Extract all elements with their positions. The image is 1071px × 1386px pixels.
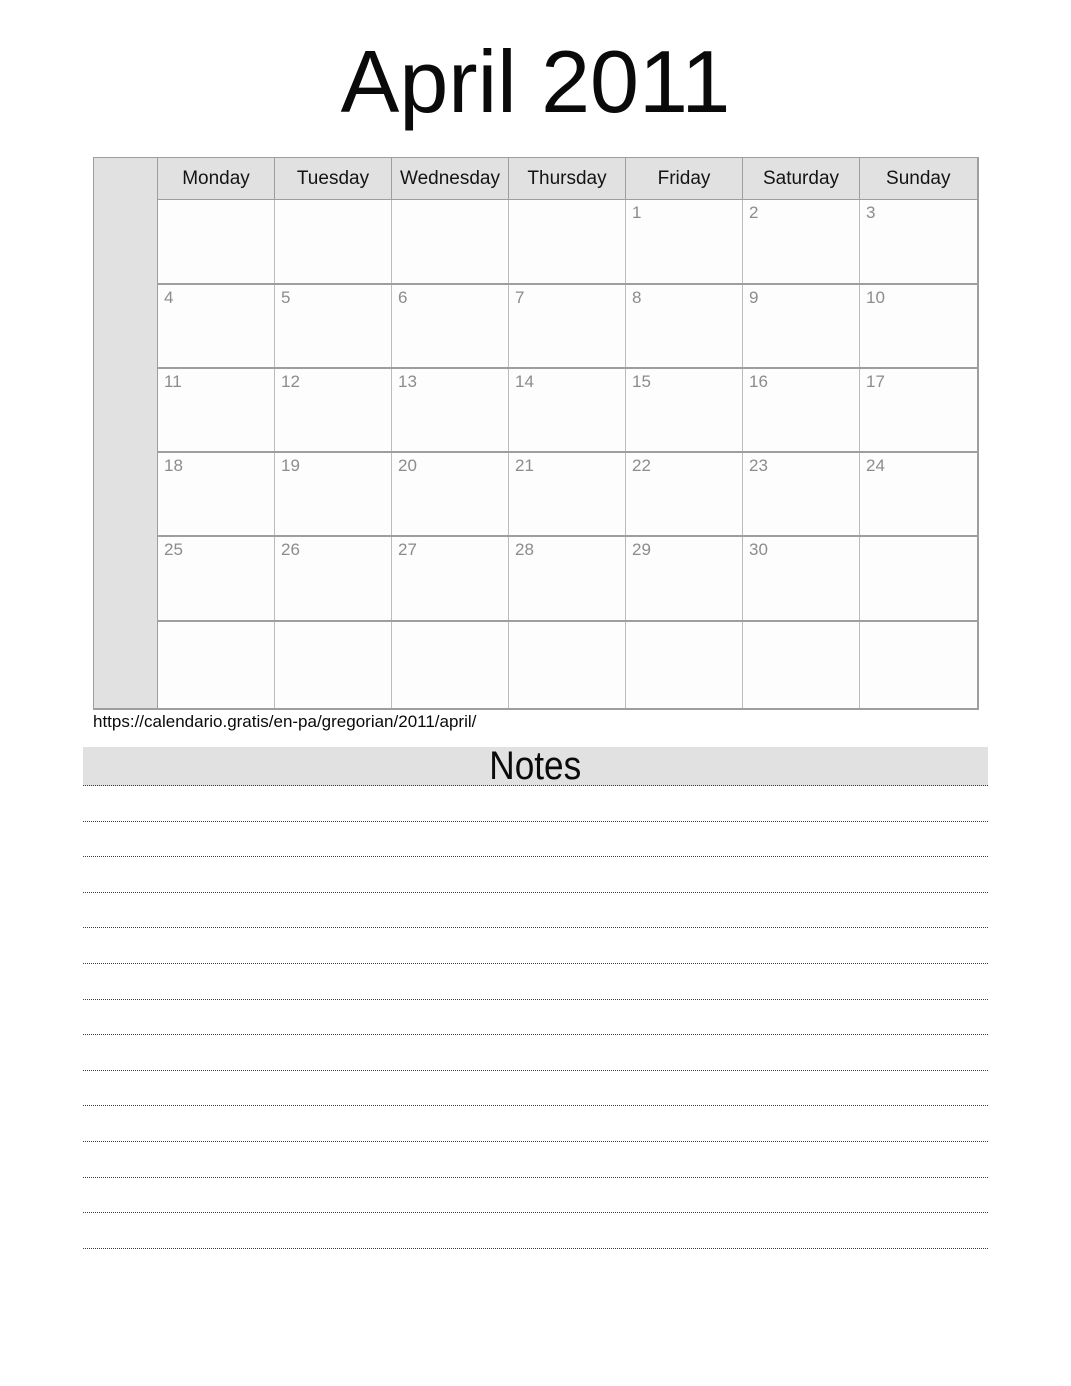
weekday-header-friday: Friday — [626, 158, 743, 200]
calendar-day-cell-10: 10 — [860, 284, 978, 368]
calendar-day-cell-26: 26 — [275, 536, 392, 621]
note-line — [83, 893, 988, 929]
calendar-day-cell-4: 4 — [158, 284, 275, 368]
weekday-header-tuesday: Tuesday — [275, 158, 392, 200]
calendar-day-cell-11: 11 — [158, 368, 275, 452]
note-line — [83, 964, 988, 1000]
calendar-day-cell-empty — [275, 621, 392, 709]
calendar-day-cell-17: 17 — [860, 368, 978, 452]
source-url: https://calendario.gratis/en-pa/gregorian/2011/april/ — [93, 712, 477, 731]
calendar-week-row — [94, 368, 978, 452]
calendar-day-cell-6: 6 — [392, 284, 509, 368]
calendar-day-cell-16: 16 — [743, 368, 860, 452]
calendar-week-row — [94, 452, 978, 536]
calendar-day-cell-8: 8 — [626, 284, 743, 368]
calendar-day-cell-empty — [626, 621, 743, 709]
calendar-day-cell-18: 18 — [158, 452, 275, 536]
calendar-day-cell-28: 28 — [509, 536, 626, 621]
note-line — [83, 1035, 988, 1071]
note-line — [83, 1106, 988, 1142]
calendar-day-cell-21: 21 — [509, 452, 626, 536]
notes-header — [83, 744, 988, 788]
calendar-day-cell-1: 1 — [626, 200, 743, 284]
page-title: April 2011 — [340, 32, 731, 131]
calendar-day-cell-12: 12 — [275, 368, 392, 452]
calendar-day-cell-empty — [392, 200, 509, 284]
weekday-header-wednesday: Wednesday — [392, 158, 509, 200]
calendar-day-cell-20: 20 — [392, 452, 509, 536]
calendar-day-cell-empty — [275, 200, 392, 284]
calendar-day-cell-empty — [743, 621, 860, 709]
calendar-day-cell-empty — [860, 621, 978, 709]
calendar-week-row — [94, 200, 978, 284]
calendar-week-row — [94, 621, 978, 709]
calendar-header-row — [94, 158, 978, 200]
calendar-day-cell-29: 29 — [626, 536, 743, 621]
calendar-day-cell-empty — [509, 200, 626, 284]
note-line — [83, 1000, 988, 1036]
calendar-day-cell-19: 19 — [275, 452, 392, 536]
note-line — [83, 822, 988, 858]
weekday-header-thursday: Thursday — [509, 158, 626, 200]
calendar-day-cell-24: 24 — [860, 452, 978, 536]
calendar-day-cell-empty — [158, 621, 275, 709]
calendar-table — [93, 157, 979, 710]
calendar-day-cell-7: 7 — [509, 284, 626, 368]
calendar-day-cell-empty — [860, 536, 978, 621]
calendar-day-cell-14: 14 — [509, 368, 626, 452]
notes-heading-label: Notes — [489, 744, 582, 788]
calendar-day-cell-13: 13 — [392, 368, 509, 452]
calendar-day-cell-22: 22 — [626, 452, 743, 536]
note-line — [83, 1178, 988, 1214]
note-line — [83, 857, 988, 893]
calendar-week-row — [94, 284, 978, 368]
weekday-header-monday: Monday — [158, 158, 275, 200]
calendar-day-cell-empty — [509, 621, 626, 709]
calendar-day-cell-23: 23 — [743, 452, 860, 536]
notes-section — [83, 744, 988, 1249]
calendar-day-cell-27: 27 — [392, 536, 509, 621]
notes-lines — [83, 786, 988, 1249]
week-number-column — [94, 158, 158, 709]
calendar-day-cell-empty — [392, 621, 509, 709]
calendar-day-cell-30: 30 — [743, 536, 860, 621]
note-line — [83, 1142, 988, 1178]
calendar-day-cell-25: 25 — [158, 536, 275, 621]
calendar-day-cell-15: 15 — [626, 368, 743, 452]
weekday-header-sunday: Sunday — [860, 158, 978, 200]
calendar-day-cell-5: 5 — [275, 284, 392, 368]
calendar-day-cell-2: 2 — [743, 200, 860, 284]
note-line — [83, 1213, 988, 1249]
weekday-header-saturday: Saturday — [743, 158, 860, 200]
calendar-day-cell-9: 9 — [743, 284, 860, 368]
calendar-day-cell-3: 3 — [860, 200, 978, 284]
calendar-day-cell-empty — [158, 200, 275, 284]
note-line — [83, 786, 988, 822]
calendar-week-row — [94, 536, 978, 621]
note-line — [83, 928, 988, 964]
note-line — [83, 1071, 988, 1107]
